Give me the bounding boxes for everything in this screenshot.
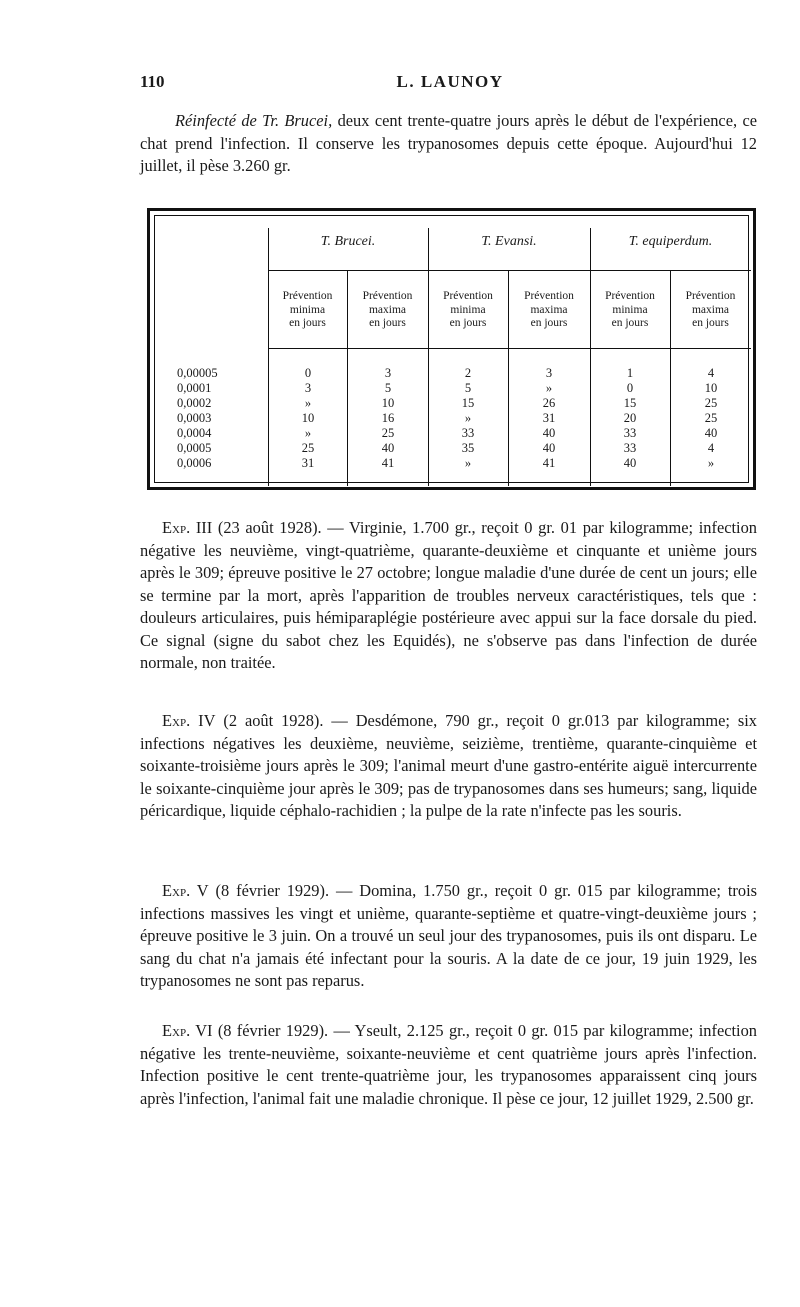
table-cell: 33 [461,426,475,440]
table-cell: 1 [626,366,634,380]
table-cell: 5 [464,381,472,395]
table-cell: 10 [704,381,718,395]
table-cell: 31 [542,411,556,425]
table-cell: » [545,381,553,395]
column-header: Prévention minima en jours [282,290,333,329]
table-cell: 16 [381,411,395,425]
table-cell: 25 [704,411,718,425]
table-cell: » [304,396,312,410]
table-rule [590,228,591,486]
column-header: Prévention maxima en jours [524,290,574,329]
experiment-iii-paragraph [140,517,757,675]
column-header: Prévention maxima en jours [685,290,736,329]
experiment-text: (8 février 1929). — Domina, 1.750 gr., reçoit 0 gr. 015 par kilogramme; trois infections massives les vingt et unième, quarante-septième et quatre-vingt-deuxième jours ; épreuve positive le 3 juin. On a trouvé un seul jour des trypanosomes, puis ils ont disparu. Le sang du chat n'a jamais été infectant pour la souris. A la date de ce jour, 19 juin 1929, les trypanosomes ne sont pas reparus. [140,881,757,990]
table-rule [428,228,429,486]
table-cell: » [304,426,312,440]
table-cell: 41 [542,456,556,470]
experiment-vi-paragraph [140,1020,757,1110]
table-cell: 40 [704,426,718,440]
group-header-evansi: T. Evansi. [481,234,537,249]
table-rule [268,228,269,486]
table-cell: 26 [542,396,556,410]
table-cell: » [707,456,715,470]
intro-text: deux cent trente-quatre jours après le début de l'expérience, ce chat prend l'infection. Il conserve les trypanosomes depuis cette époque. Aujourd'hui 12 juillet, il pèse 3.260 gr. [140,111,757,175]
table-cell: 25 [704,396,718,410]
group-header-brucei: T. Brucei. [320,234,376,249]
column-header: Prévention minima en jours [443,290,493,329]
table-cell: 0 [304,366,312,380]
column-header: Prévention minima en jours [605,290,655,329]
row-dose: 0,0001 [177,381,212,395]
table-cell: 3 [304,381,312,395]
intro-paragraph [140,110,757,178]
experiment-label: Exp. III [162,518,213,537]
experiment-iv-paragraph [140,710,757,823]
table-cell: 25 [381,426,395,440]
row-dose: 0,0004 [177,426,212,440]
running-header [140,72,760,98]
experiment-v-paragraph [140,880,757,993]
experiment-text: (8 février 1929). — Yseult, 2.125 gr., reçoit 0 gr. 015 par kilogramme; infection négative les trente-neuvième, soixante-neuvième et cent quatrième jours après l'infection. Infection positive le cent trente-quatrième jour, les trypanosomes apparaissent cinq jours après l'infection, l'animal fait une maladie chronique. Il pèse ce jour, 12 juillet 1929, 2.500 gr. [140,1021,757,1108]
page-number: 110 [140,72,165,91]
table-cell: 3 [384,366,392,380]
table-cell: 4 [707,366,715,380]
table-cell: 5 [384,381,392,395]
row-dose: 0,0003 [177,411,212,425]
table-cell: 10 [381,396,395,410]
table-cell: 33 [623,441,637,455]
group-header-equiperdum: T. equiperdum. [628,234,713,249]
experiment-text: (2 août 1928). — Desdémone, 790 gr., reçoit 0 gr.013 par kilogramme; six infections négatives les deuxième, neuvième, seizième, trentième, quarante-cinquième et soixante-troisième jours après le 309; l'animal meurt d'une gastro-entérite aiguë intercurrente le soixante-cinquième jour après le 309; pas de trypanosomes dans ses humeurs; sang, liquide péricardique, liquide céphalo-rachidien ; la pulpe de la rate n'infecte pas les souris. [140,711,757,820]
table-rule [268,270,751,271]
table-cell: 33 [623,426,637,440]
author-name: L. LAUNOY [396,72,504,91]
experiment-label: Exp. VI [162,1021,213,1040]
table-cell: 2 [464,366,472,380]
column-header: Prévention maxima en jours [362,290,413,329]
row-dose: 0,0002 [177,396,212,410]
table-cell: » [464,411,472,425]
table-cell: 15 [461,396,475,410]
table-cell: 40 [623,456,637,470]
table-cell: 15 [623,396,637,410]
table-cell: 25 [301,441,315,455]
table-cell: 40 [542,426,556,440]
table-cell: 41 [381,456,395,470]
experiment-text: (23 août 1928). — Virginie, 1.700 gr., reçoit 0 gr. 01 par kilogramme; infection négative les neuvième, vingt-quatrième, quarante-deuxième et cinquante et unième jours après le 309; épreuve positive le 27 octobre; longue maladie d'une durée de cent un jours; elle se termine par la mort, après l'apparition de troubles nerveux caractéristiques, tels que : douleurs articulaires, puis hémiparaplégie postérieure avec appui sur la face dorsale du pied. Ce signal (signe du sabot chez les Equidés), ne s'observe pas dans l'infection de durée normale, non traitée. [140,518,757,672]
table-cell: » [464,456,472,470]
row-dose: 0,00005 [177,366,218,380]
table-rule [268,348,751,349]
table-cell: 31 [301,456,315,470]
intro-italic-lead: Réinfecté de Tr. Brucei, [175,111,333,130]
table-cell: 3 [545,366,553,380]
row-dose: 0,0006 [177,456,212,470]
table-cell: 0 [626,381,634,395]
table-cell: 35 [461,441,475,455]
table-cell: 4 [707,441,715,455]
experiment-label: Exp. V [162,881,209,900]
table-cell: 10 [301,411,315,425]
table-cell: 20 [623,411,637,425]
table-cell: 40 [542,441,556,455]
experiment-label: Exp. IV [162,711,216,730]
row-dose: 0,0005 [177,441,212,455]
table-cell: 40 [381,441,395,455]
